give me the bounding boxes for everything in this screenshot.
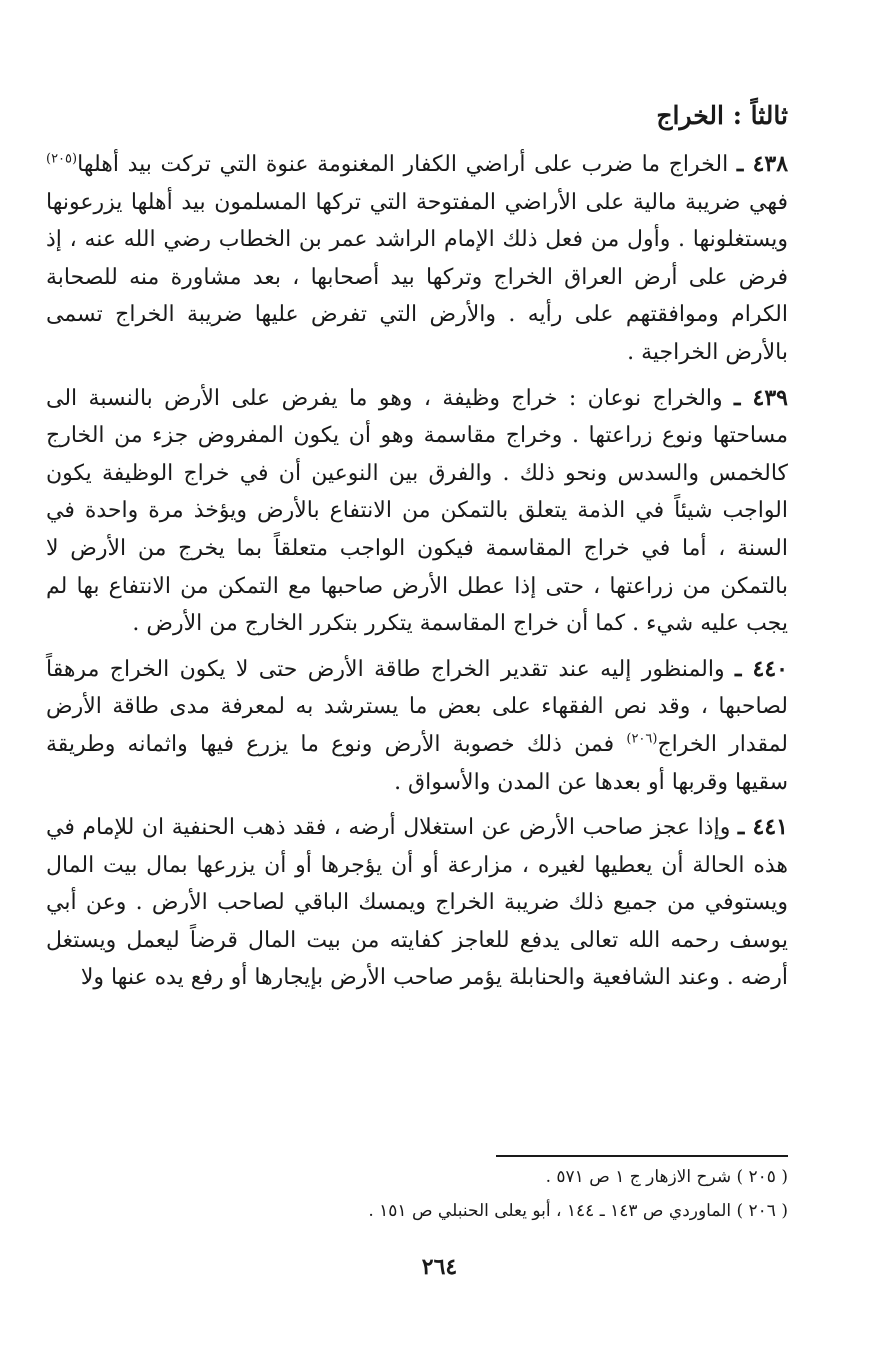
paragraph-text: والمنظور إليه عند تقدير الخراج طاقة الأرض حتى لا يكون الخراج مرهقاً لصاحبها ، وقد نص الفقهاء على بعض ما يسترشد به لمعرفة مدى طاقة الأرض لمقدار الخراج bbox=[46, 656, 788, 757]
paragraph-440 bbox=[46, 651, 788, 801]
footnotes bbox=[46, 1160, 788, 1228]
page-number: ٢٦٤ bbox=[421, 1254, 458, 1280]
paragraph-number: ٤٤١ ـ bbox=[737, 814, 788, 841]
paragraph-text: والخراج نوعان : خراج وظيفة ، وهو ما يفرض على الأرض بالنسبة الى مساحتها ونوع زراعتها . وخراج مقاسمة وهو أن يكون المفروض جزء من الخارج كالخمس والسدس ونحو ذلك . والفرق بين النوعين أن في خراج الوظيفة يكون الواجب شيئاً في الذمة يتعلق بالتمكن من الانتفاع بالأرض ويؤخذ مرة واحدة في السنة ، أما في خراج المقاسمة فيكون الواجب متعلقاً بما يخرج من الأرض لا بالتمكن من زراعتها ، حتى إذا عطل الأرض صاحبها مع التمكن من الانتفاع بها لم يجب عليه شيء . كما أن خراج المقاسمة يتكرر بتكرر الخارج من الأرض . bbox=[46, 385, 788, 637]
paragraph-text: فهي ضريبة مالية على الأراضي المفتوحة التي تركها المسلمون بيد أهلها يزرعونها ويستغلونها . وأول من فعل ذلك الإمام الراشد عمر بن الخطاب رضي الله عنه ، إذ فرض على أرض العراق الخراج وتركها بيد أصحابها ، بعد مشاورة منه للصحابة الكرام وموافقتهم على رأيه . والأرض التي تفرض عليها ضريبة الخراج تسمى بالأرض الخراجية . bbox=[46, 189, 788, 365]
paragraph-text: وإذا عجز صاحب الأرض عن استغلال أرضه ، فقد ذهب الحنفية ان للإمام في هذه الحالة أن يعطيها لغيره ، مزارعة أو أن يؤجرها أو أن يزرعها بمال بيت المال ويستوفي من جميع ذلك ضريبة الخراج ويمسك الباقي لصاحب الأرض . وعن أبي يوسف رحمه الله تعالى يدفع للعاجز كفايته من بيت المال قرضاً ليعمل ويستغل أرضه . وعند الشافعية والحنابلة يؤمر صاحب الأرض بإيجارها أو رفع يده عنها ولا bbox=[46, 815, 788, 991]
paragraph-number: ٤٤٠ ـ bbox=[735, 655, 788, 682]
paragraph-439 bbox=[46, 380, 788, 643]
paragraph-text: الخراج ما ضرب على أراضي الكفار المغنومة عنوة التي تركت بيد أهلها bbox=[77, 152, 737, 177]
paragraph-text: فمن ذلك خصوبة الأرض ونوع ما يزرع فيها واثمانه وطريقة سقيها وقربها أو بعدها عن المدن والأسواق . bbox=[46, 731, 788, 795]
footnote-ref-205[interactable]: (٢٠٥) bbox=[46, 151, 78, 167]
footnote-ref-206[interactable]: (٢٠٦) bbox=[626, 731, 658, 747]
paragraph-438 bbox=[46, 146, 788, 372]
page-body bbox=[46, 96, 788, 1005]
section-heading: ثالثاً : الخراج bbox=[656, 101, 788, 130]
paragraph-441 bbox=[46, 809, 788, 997]
footnote-206: ( ٢٠٦ ) الماوردي ص ١٤٣ ـ ١٤٤ ، أبو يعلى الحنبلي ص ١٥١ . bbox=[368, 1201, 788, 1221]
footnote-205: ( ٢٠٥ ) شرح الازهار ج ١ ص ٥٧١ . bbox=[545, 1167, 788, 1187]
paragraph-number: ٤٣٨ ـ bbox=[736, 151, 789, 177]
paragraph-number: ٤٣٩ ـ bbox=[734, 384, 788, 411]
footnote-divider bbox=[496, 1155, 788, 1157]
